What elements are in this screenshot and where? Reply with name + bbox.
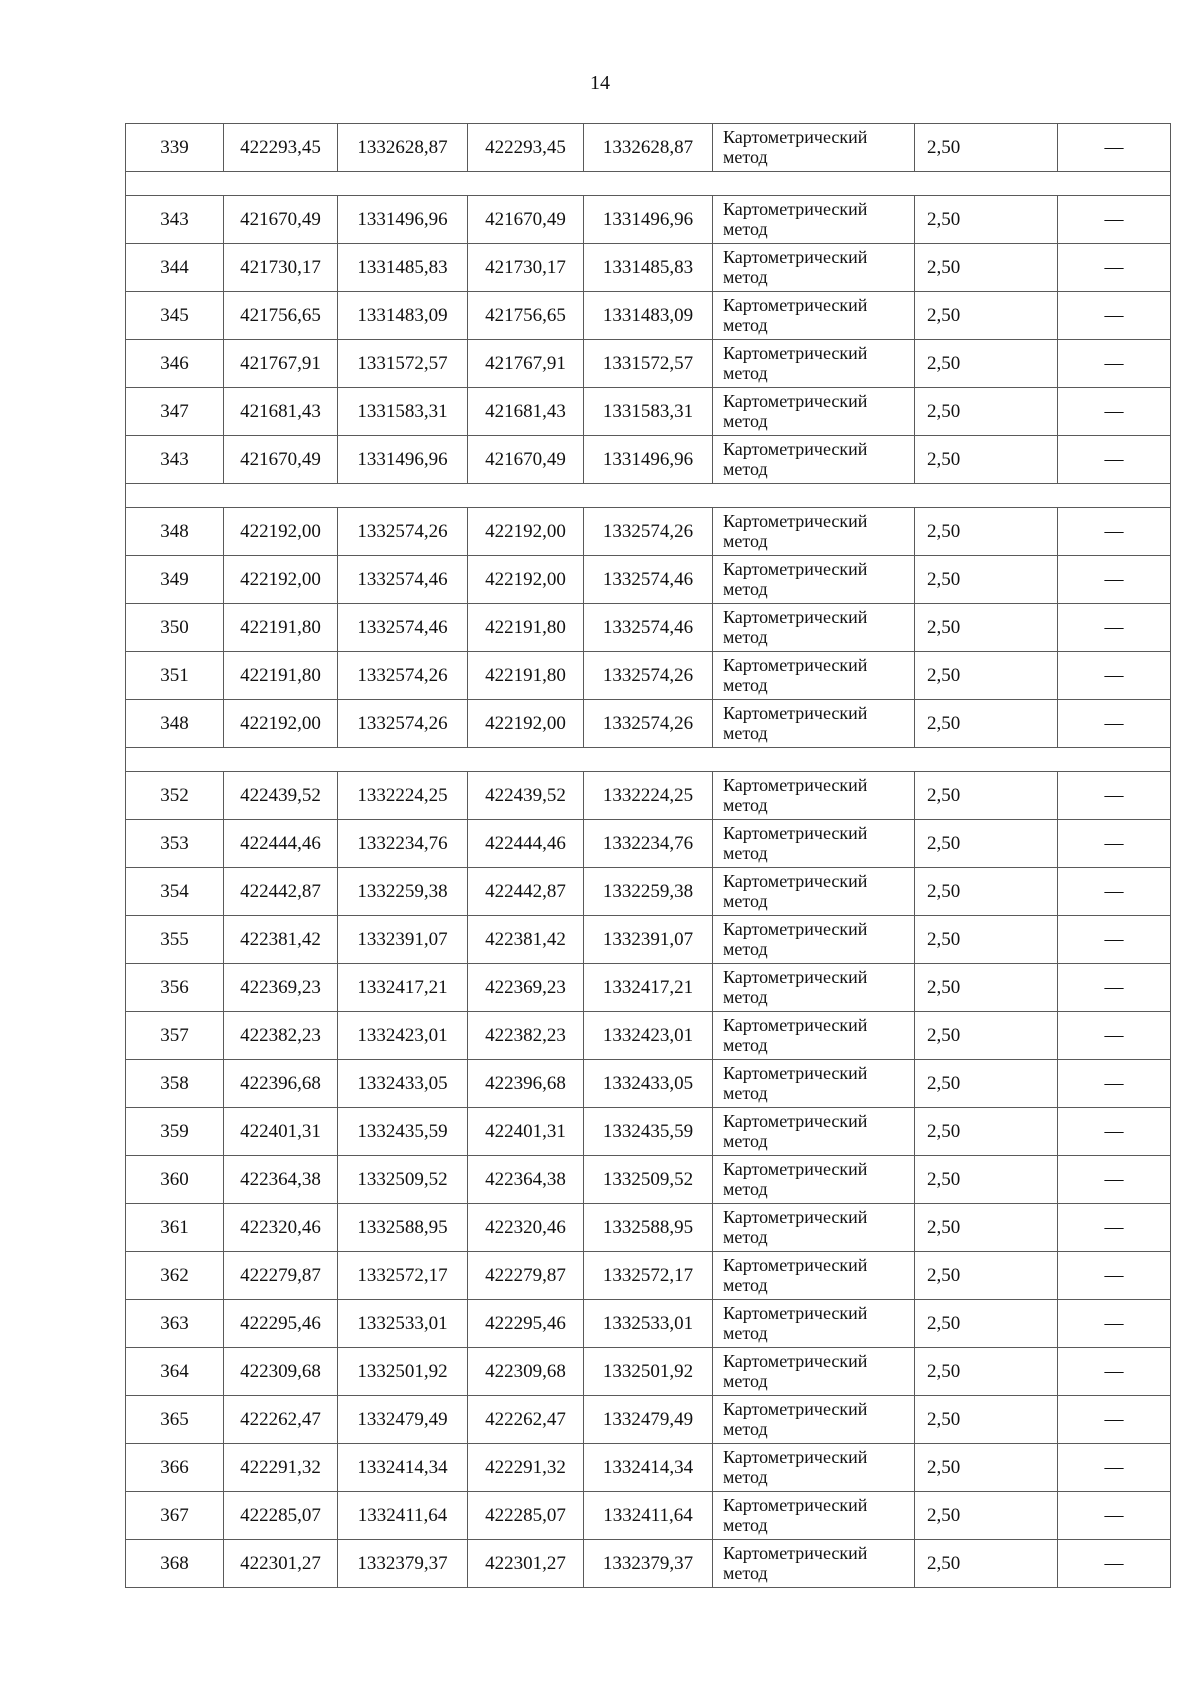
point-number-cell: 351 — [126, 652, 224, 700]
y-old-cell: 1332572,17 — [338, 1252, 468, 1300]
note-cell: — — [1058, 916, 1171, 964]
y-old-cell: 1332533,01 — [338, 1300, 468, 1348]
point-number-cell: 355 — [126, 916, 224, 964]
contour-separator-row — [126, 484, 1171, 508]
y-old-cell: 1332435,59 — [338, 1108, 468, 1156]
x-new-cell: 422444,46 — [468, 820, 584, 868]
y-new-cell: 1332533,01 — [584, 1300, 713, 1348]
point-number-cell: 349 — [126, 556, 224, 604]
x-new-cell: 421756,65 — [468, 292, 584, 340]
accuracy-cell: 2,50 — [915, 964, 1058, 1012]
x-new-cell: 422192,00 — [468, 700, 584, 748]
y-old-cell: 1332574,26 — [338, 508, 468, 556]
y-new-cell: 1332574,46 — [584, 604, 713, 652]
x-old-cell: 421756,65 — [224, 292, 338, 340]
x-old-cell: 421767,91 — [224, 340, 338, 388]
x-old-cell: 421670,49 — [224, 436, 338, 484]
point-number-cell: 346 — [126, 340, 224, 388]
x-old-cell: 422401,31 — [224, 1108, 338, 1156]
method-cell: Картометрический метод — [713, 1060, 915, 1108]
table-row — [126, 436, 1171, 484]
accuracy-cell: 2,50 — [915, 1300, 1058, 1348]
y-new-cell: 1332411,64 — [584, 1492, 713, 1540]
x-new-cell: 422191,80 — [468, 604, 584, 652]
method-cell: Картометрический метод — [713, 1540, 915, 1588]
x-old-cell: 421730,17 — [224, 244, 338, 292]
point-number-cell: 356 — [126, 964, 224, 1012]
table-row — [126, 1444, 1171, 1492]
accuracy-cell: 2,50 — [915, 868, 1058, 916]
note-cell: — — [1058, 964, 1171, 1012]
accuracy-cell: 2,50 — [915, 556, 1058, 604]
note-cell: — — [1058, 820, 1171, 868]
x-old-cell: 422442,87 — [224, 868, 338, 916]
y-old-cell: 1332391,07 — [338, 916, 468, 964]
x-old-cell: 422396,68 — [224, 1060, 338, 1108]
note-cell: — — [1058, 124, 1171, 172]
table-body — [126, 124, 1171, 1588]
method-cell: Картометрический метод — [713, 508, 915, 556]
point-number-cell: 353 — [126, 820, 224, 868]
x-old-cell: 421670,49 — [224, 196, 338, 244]
point-number-cell: 344 — [126, 244, 224, 292]
note-cell: — — [1058, 772, 1171, 820]
accuracy-cell: 2,50 — [915, 292, 1058, 340]
table-row — [126, 292, 1171, 340]
x-old-cell: 422192,00 — [224, 508, 338, 556]
point-number-cell: 359 — [126, 1108, 224, 1156]
y-old-cell: 1331572,57 — [338, 340, 468, 388]
method-cell: Картометрический метод — [713, 1204, 915, 1252]
y-old-cell: 1332574,26 — [338, 700, 468, 748]
point-number-cell: 365 — [126, 1396, 224, 1444]
point-number-cell: 367 — [126, 1492, 224, 1540]
x-new-cell: 422262,47 — [468, 1396, 584, 1444]
note-cell: — — [1058, 1252, 1171, 1300]
table-row — [126, 1060, 1171, 1108]
accuracy-cell: 2,50 — [915, 772, 1058, 820]
y-new-cell: 1332501,92 — [584, 1348, 713, 1396]
y-old-cell: 1332574,46 — [338, 556, 468, 604]
y-new-cell: 1332574,26 — [584, 652, 713, 700]
table-row — [126, 508, 1171, 556]
y-new-cell: 1331496,96 — [584, 196, 713, 244]
note-cell: — — [1058, 196, 1171, 244]
y-old-cell: 1331496,96 — [338, 436, 468, 484]
point-number-cell: 348 — [126, 508, 224, 556]
accuracy-cell: 2,50 — [915, 1156, 1058, 1204]
x-new-cell: 422396,68 — [468, 1060, 584, 1108]
x-new-cell: 422285,07 — [468, 1492, 584, 1540]
accuracy-cell: 2,50 — [915, 244, 1058, 292]
x-new-cell: 422191,80 — [468, 652, 584, 700]
x-new-cell: 421730,17 — [468, 244, 584, 292]
method-cell: Картометрический метод — [713, 916, 915, 964]
page-number: 14 — [590, 72, 610, 94]
point-number-cell: 343 — [126, 196, 224, 244]
table-row — [126, 964, 1171, 1012]
x-new-cell: 422293,45 — [468, 124, 584, 172]
accuracy-cell: 2,50 — [915, 652, 1058, 700]
note-cell: — — [1058, 868, 1171, 916]
point-number-cell: 363 — [126, 1300, 224, 1348]
y-old-cell: 1332501,92 — [338, 1348, 468, 1396]
y-new-cell: 1332433,05 — [584, 1060, 713, 1108]
y-new-cell: 1332628,87 — [584, 124, 713, 172]
accuracy-cell: 2,50 — [915, 1396, 1058, 1444]
accuracy-cell: 2,50 — [915, 1012, 1058, 1060]
table-row — [126, 1252, 1171, 1300]
method-cell: Картометрический метод — [713, 436, 915, 484]
x-old-cell: 422444,46 — [224, 820, 338, 868]
x-old-cell: 422285,07 — [224, 1492, 338, 1540]
x-new-cell: 422192,00 — [468, 556, 584, 604]
note-cell: — — [1058, 292, 1171, 340]
accuracy-cell: 2,50 — [915, 916, 1058, 964]
method-cell: Картометрический метод — [713, 652, 915, 700]
table-row — [126, 1300, 1171, 1348]
y-new-cell: 1332574,46 — [584, 556, 713, 604]
x-new-cell: 421767,91 — [468, 340, 584, 388]
x-old-cell: 422279,87 — [224, 1252, 338, 1300]
y-new-cell: 1332574,26 — [584, 508, 713, 556]
x-new-cell: 422309,68 — [468, 1348, 584, 1396]
y-new-cell: 1331583,31 — [584, 388, 713, 436]
note-cell: — — [1058, 1396, 1171, 1444]
method-cell: Картометрический метод — [713, 244, 915, 292]
x-new-cell: 422301,27 — [468, 1540, 584, 1588]
method-cell: Картометрический метод — [713, 964, 915, 1012]
x-new-cell: 422401,31 — [468, 1108, 584, 1156]
y-old-cell: 1332574,26 — [338, 652, 468, 700]
point-number-cell: 357 — [126, 1012, 224, 1060]
x-new-cell: 421681,43 — [468, 388, 584, 436]
accuracy-cell: 2,50 — [915, 1252, 1058, 1300]
method-cell: Картометрический метод — [713, 124, 915, 172]
accuracy-cell: 2,50 — [915, 196, 1058, 244]
accuracy-cell: 2,50 — [915, 820, 1058, 868]
x-new-cell: 422369,23 — [468, 964, 584, 1012]
x-old-cell: 422262,47 — [224, 1396, 338, 1444]
note-cell: — — [1058, 1156, 1171, 1204]
y-old-cell: 1332479,49 — [338, 1396, 468, 1444]
table-row — [126, 244, 1171, 292]
accuracy-cell: 2,50 — [915, 1444, 1058, 1492]
x-old-cell: 421681,43 — [224, 388, 338, 436]
accuracy-cell: 2,50 — [915, 1060, 1058, 1108]
y-old-cell: 1332411,64 — [338, 1492, 468, 1540]
table-row — [126, 1012, 1171, 1060]
point-number-cell: 354 — [126, 868, 224, 916]
y-new-cell: 1332574,26 — [584, 700, 713, 748]
x-old-cell: 422192,00 — [224, 556, 338, 604]
y-new-cell: 1332391,07 — [584, 916, 713, 964]
point-number-cell: 368 — [126, 1540, 224, 1588]
table-row — [126, 388, 1171, 436]
method-cell: Картометрический метод — [713, 1252, 915, 1300]
note-cell: — — [1058, 1300, 1171, 1348]
x-new-cell: 422382,23 — [468, 1012, 584, 1060]
x-new-cell: 422381,42 — [468, 916, 584, 964]
y-new-cell: 1332509,52 — [584, 1156, 713, 1204]
table-row — [126, 868, 1171, 916]
coordinates-table — [125, 123, 1171, 1588]
y-old-cell: 1332417,21 — [338, 964, 468, 1012]
table-row — [126, 1348, 1171, 1396]
table-row — [126, 1492, 1171, 1540]
method-cell: Картометрический метод — [713, 1492, 915, 1540]
note-cell: — — [1058, 1060, 1171, 1108]
table-row — [126, 1204, 1171, 1252]
method-cell: Картометрический метод — [713, 1348, 915, 1396]
method-cell: Картометрический метод — [713, 1396, 915, 1444]
table-row — [126, 916, 1171, 964]
y-old-cell: 1332234,76 — [338, 820, 468, 868]
note-cell: — — [1058, 652, 1171, 700]
accuracy-cell: 2,50 — [915, 1108, 1058, 1156]
y-new-cell: 1332588,95 — [584, 1204, 713, 1252]
x-new-cell: 422279,87 — [468, 1252, 584, 1300]
contour-separator-row — [126, 748, 1171, 772]
method-cell: Картометрический метод — [713, 1156, 915, 1204]
y-old-cell: 1331496,96 — [338, 196, 468, 244]
accuracy-cell: 2,50 — [915, 1204, 1058, 1252]
x-old-cell: 422301,27 — [224, 1540, 338, 1588]
point-number-cell: 352 — [126, 772, 224, 820]
y-new-cell: 1332417,21 — [584, 964, 713, 1012]
note-cell: — — [1058, 1492, 1171, 1540]
x-old-cell: 422192,00 — [224, 700, 338, 748]
point-number-cell: 343 — [126, 436, 224, 484]
y-new-cell: 1332572,17 — [584, 1252, 713, 1300]
accuracy-cell: 2,50 — [915, 1540, 1058, 1588]
method-cell: Картометрический метод — [713, 820, 915, 868]
y-new-cell: 1331483,09 — [584, 292, 713, 340]
y-old-cell: 1332224,25 — [338, 772, 468, 820]
method-cell: Картометрический метод — [713, 388, 915, 436]
y-new-cell: 1332414,34 — [584, 1444, 713, 1492]
note-cell: — — [1058, 1348, 1171, 1396]
point-number-cell: 360 — [126, 1156, 224, 1204]
table-row — [126, 700, 1171, 748]
x-old-cell: 422382,23 — [224, 1012, 338, 1060]
x-new-cell: 422291,32 — [468, 1444, 584, 1492]
table-row — [126, 604, 1171, 652]
note-cell: — — [1058, 508, 1171, 556]
method-cell: Картометрический метод — [713, 1108, 915, 1156]
note-cell: — — [1058, 604, 1171, 652]
method-cell: Картометрический метод — [713, 1300, 915, 1348]
x-new-cell: 421670,49 — [468, 436, 584, 484]
y-new-cell: 1331485,83 — [584, 244, 713, 292]
table-row — [126, 1156, 1171, 1204]
accuracy-cell: 2,50 — [915, 1492, 1058, 1540]
method-cell: Картометрический метод — [713, 292, 915, 340]
y-new-cell: 1332259,38 — [584, 868, 713, 916]
point-number-cell: 364 — [126, 1348, 224, 1396]
point-number-cell: 345 — [126, 292, 224, 340]
method-cell: Картометрический метод — [713, 1012, 915, 1060]
table-row — [126, 196, 1171, 244]
accuracy-cell: 2,50 — [915, 700, 1058, 748]
y-old-cell: 1332379,37 — [338, 1540, 468, 1588]
y-new-cell: 1332379,37 — [584, 1540, 713, 1588]
point-number-cell: 362 — [126, 1252, 224, 1300]
y-old-cell: 1332628,87 — [338, 124, 468, 172]
note-cell: — — [1058, 1540, 1171, 1588]
contour-separator-row — [126, 172, 1171, 196]
x-old-cell: 422293,45 — [224, 124, 338, 172]
method-cell: Картометрический метод — [713, 604, 915, 652]
y-new-cell: 1332435,59 — [584, 1108, 713, 1156]
y-old-cell: 1332433,05 — [338, 1060, 468, 1108]
x-new-cell: 422295,46 — [468, 1300, 584, 1348]
x-new-cell: 422192,00 — [468, 508, 584, 556]
accuracy-cell: 2,50 — [915, 340, 1058, 388]
x-new-cell: 422364,38 — [468, 1156, 584, 1204]
note-cell: — — [1058, 340, 1171, 388]
y-old-cell: 1332259,38 — [338, 868, 468, 916]
accuracy-cell: 2,50 — [915, 436, 1058, 484]
method-cell: Картометрический метод — [713, 1444, 915, 1492]
y-new-cell: 1331572,57 — [584, 340, 713, 388]
method-cell: Картометрический метод — [713, 196, 915, 244]
x-old-cell: 422439,52 — [224, 772, 338, 820]
method-cell: Картометрический метод — [713, 772, 915, 820]
table-row — [126, 652, 1171, 700]
note-cell: — — [1058, 1444, 1171, 1492]
y-old-cell: 1331583,31 — [338, 388, 468, 436]
accuracy-cell: 2,50 — [915, 604, 1058, 652]
point-number-cell: 358 — [126, 1060, 224, 1108]
y-new-cell: 1331496,96 — [584, 436, 713, 484]
x-old-cell: 422291,32 — [224, 1444, 338, 1492]
table-row — [126, 124, 1171, 172]
table-row — [126, 820, 1171, 868]
table-row — [126, 772, 1171, 820]
method-cell: Картометрический метод — [713, 868, 915, 916]
table-row — [126, 556, 1171, 604]
note-cell: — — [1058, 388, 1171, 436]
point-number-cell: 366 — [126, 1444, 224, 1492]
accuracy-cell: 2,50 — [915, 1348, 1058, 1396]
note-cell: — — [1058, 1012, 1171, 1060]
separator-cell — [126, 172, 1171, 196]
method-cell: Картометрический метод — [713, 556, 915, 604]
note-cell: — — [1058, 244, 1171, 292]
separator-cell — [126, 484, 1171, 508]
point-number-cell: 350 — [126, 604, 224, 652]
x-old-cell: 422191,80 — [224, 652, 338, 700]
x-old-cell: 422364,38 — [224, 1156, 338, 1204]
accuracy-cell: 2,50 — [915, 508, 1058, 556]
x-new-cell: 422439,52 — [468, 772, 584, 820]
x-new-cell: 422442,87 — [468, 868, 584, 916]
table-row — [126, 1108, 1171, 1156]
y-new-cell: 1332224,25 — [584, 772, 713, 820]
y-old-cell: 1332574,46 — [338, 604, 468, 652]
note-cell: — — [1058, 1108, 1171, 1156]
note-cell: — — [1058, 436, 1171, 484]
note-cell: — — [1058, 700, 1171, 748]
accuracy-cell: 2,50 — [915, 124, 1058, 172]
x-old-cell: 422295,46 — [224, 1300, 338, 1348]
x-old-cell: 422381,42 — [224, 916, 338, 964]
note-cell: — — [1058, 556, 1171, 604]
point-number-cell: 348 — [126, 700, 224, 748]
y-old-cell: 1332588,95 — [338, 1204, 468, 1252]
y-old-cell: 1331483,09 — [338, 292, 468, 340]
y-new-cell: 1332423,01 — [584, 1012, 713, 1060]
note-cell: — — [1058, 1204, 1171, 1252]
x-old-cell: 422369,23 — [224, 964, 338, 1012]
y-new-cell: 1332234,76 — [584, 820, 713, 868]
y-old-cell: 1332423,01 — [338, 1012, 468, 1060]
point-number-cell: 347 — [126, 388, 224, 436]
y-old-cell: 1332414,34 — [338, 1444, 468, 1492]
x-new-cell: 421670,49 — [468, 196, 584, 244]
table-row — [126, 340, 1171, 388]
x-new-cell: 422320,46 — [468, 1204, 584, 1252]
point-number-cell: 361 — [126, 1204, 224, 1252]
x-old-cell: 422309,68 — [224, 1348, 338, 1396]
x-old-cell: 422320,46 — [224, 1204, 338, 1252]
table-row — [126, 1396, 1171, 1444]
y-old-cell: 1331485,83 — [338, 244, 468, 292]
separator-cell — [126, 748, 1171, 772]
method-cell: Картометрический метод — [713, 340, 915, 388]
y-new-cell: 1332479,49 — [584, 1396, 713, 1444]
y-old-cell: 1332509,52 — [338, 1156, 468, 1204]
table-row — [126, 1540, 1171, 1588]
method-cell: Картометрический метод — [713, 700, 915, 748]
point-number-cell: 339 — [126, 124, 224, 172]
x-old-cell: 422191,80 — [224, 604, 338, 652]
accuracy-cell: 2,50 — [915, 388, 1058, 436]
